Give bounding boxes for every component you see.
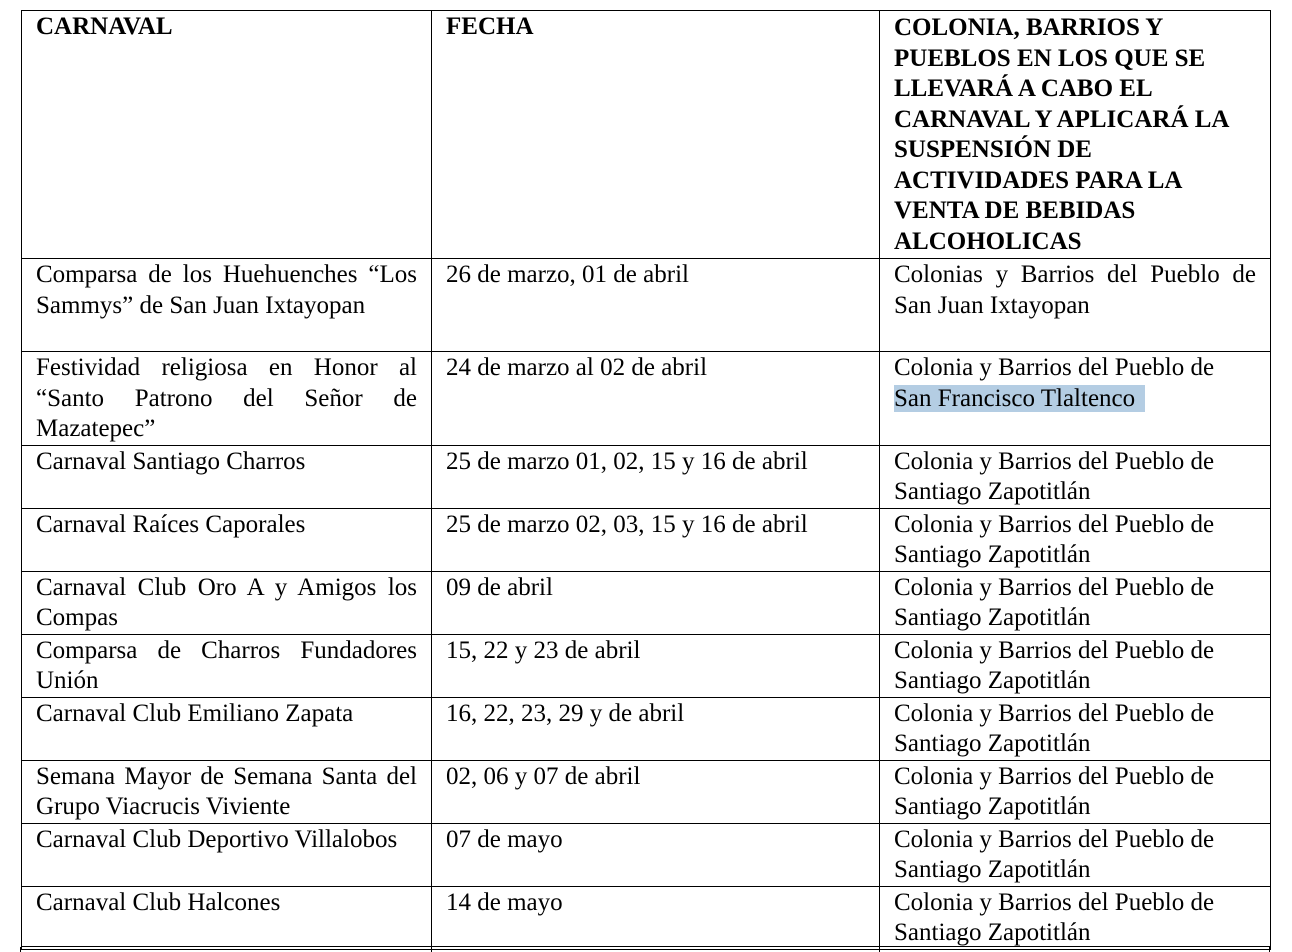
cell-fecha: 26 de marzo, 01 de abril bbox=[432, 259, 880, 352]
table-row bbox=[22, 760, 1271, 823]
stub-line bbox=[20, 947, 21, 952]
header-carnaval: CARNAVAL bbox=[22, 11, 432, 259]
table-row bbox=[22, 634, 1271, 697]
cell-fecha: 25 de marzo 02, 03, 15 y 16 de abril bbox=[432, 508, 880, 571]
table-row bbox=[22, 508, 1271, 571]
cell-carnaval: Carnaval Club Emiliano Zapata bbox=[22, 697, 432, 760]
cell-carnaval: Festividad religiosa en Honor al “Santo Patrono del Señor de Mazatepec” bbox=[22, 352, 432, 446]
cell-fecha: 15, 22 y 23 de abril bbox=[432, 634, 880, 697]
stub-line bbox=[1269, 947, 1270, 952]
cell-colonias: Colonia y Barrios del Pueblo de Santiago Zapotitlán bbox=[880, 760, 1271, 823]
cell-colonias: Colonia y Barrios del Pueblo de Santiago Zapotitlán bbox=[880, 886, 1271, 949]
cell-colonias: Colonia y Barrios del Pueblo de Santiago Zapotitlán bbox=[880, 823, 1271, 886]
cell-fecha: 07 de mayo bbox=[432, 823, 880, 886]
cell-colonias: Colonia y Barrios del Pueblo de Santiago Zapotitlán bbox=[880, 571, 1271, 634]
stub-line bbox=[879, 947, 880, 952]
cell-colonias bbox=[880, 352, 1271, 446]
highlighted-selection[interactable]: San Francisco Tlaltenco bbox=[894, 385, 1145, 412]
cell-colonias: Colonia y Barrios del Pueblo de Santiago Zapotitlán bbox=[880, 634, 1271, 697]
cell-fecha: 02, 06 y 07 de abril bbox=[432, 760, 880, 823]
cell-colonias: Colonia y Barrios del Pueblo de Santiago Zapotitlán bbox=[880, 508, 1271, 571]
table-row bbox=[22, 571, 1271, 634]
cell-carnaval: Carnaval Santiago Charros bbox=[22, 445, 432, 508]
header-colonias: COLONIA, BARRIOS Y PUEBLOS EN LOS QUE SE LLEVARÁ A CABO EL CARNAVAL Y APLICARÁ LA SUSPENSIÓN DE ACTIVIDADES PARA LA VENTA DE BEBIDAS ALCOHOLICAS bbox=[880, 11, 1271, 259]
cell-fecha: 09 de abril bbox=[432, 571, 880, 634]
table-row bbox=[22, 697, 1271, 760]
table-row bbox=[22, 259, 1271, 352]
colonias-text: Colonia y Barrios del Pueblo de bbox=[894, 354, 1215, 381]
cell-carnaval: Carnaval Club Halcones bbox=[22, 886, 432, 949]
cell-fecha: 16, 22, 23, 29 y de abril bbox=[432, 697, 880, 760]
cell-colonias: Colonia y Barrios del Pueblo de Santiago Zapotitlán bbox=[880, 445, 1271, 508]
cell-carnaval: Carnaval Club Oro A y Amigos los Compas bbox=[22, 571, 432, 634]
table-row bbox=[22, 823, 1271, 886]
cell-carnaval: Carnaval Raíces Caporales bbox=[22, 508, 432, 571]
table-row bbox=[22, 352, 1271, 446]
next-row-stub bbox=[21, 946, 1270, 952]
header-fecha: FECHA bbox=[432, 11, 880, 259]
cell-fecha: 25 de marzo 01, 02, 15 y 16 de abril bbox=[432, 445, 880, 508]
table-header-row bbox=[22, 11, 1271, 259]
cell-carnaval: Comparsa de los Huehuenches “Los Sammys” de San Juan Ixtayopan bbox=[22, 259, 432, 352]
cell-fecha: 24 de marzo al 02 de abril bbox=[432, 352, 880, 446]
table-row bbox=[22, 445, 1271, 508]
cell-carnaval: Carnaval Club Deportivo Villalobos bbox=[22, 823, 432, 886]
cell-carnaval: Semana Mayor de Semana Santa del Grupo Viacrucis Viviente bbox=[22, 760, 432, 823]
cell-colonias: Colonia y Barrios del Pueblo de Santiago Zapotitlán bbox=[880, 697, 1271, 760]
cell-fecha: 14 de mayo bbox=[432, 886, 880, 949]
stub-line bbox=[431, 947, 432, 952]
table-row bbox=[22, 886, 1271, 949]
carnival-table bbox=[21, 10, 1271, 950]
cell-colonias: Colonias y Barrios del Pueblo de San Juan Ixtayopan bbox=[880, 259, 1271, 352]
cell-carnaval: Comparsa de Charros Fundadores Unión bbox=[22, 634, 432, 697]
